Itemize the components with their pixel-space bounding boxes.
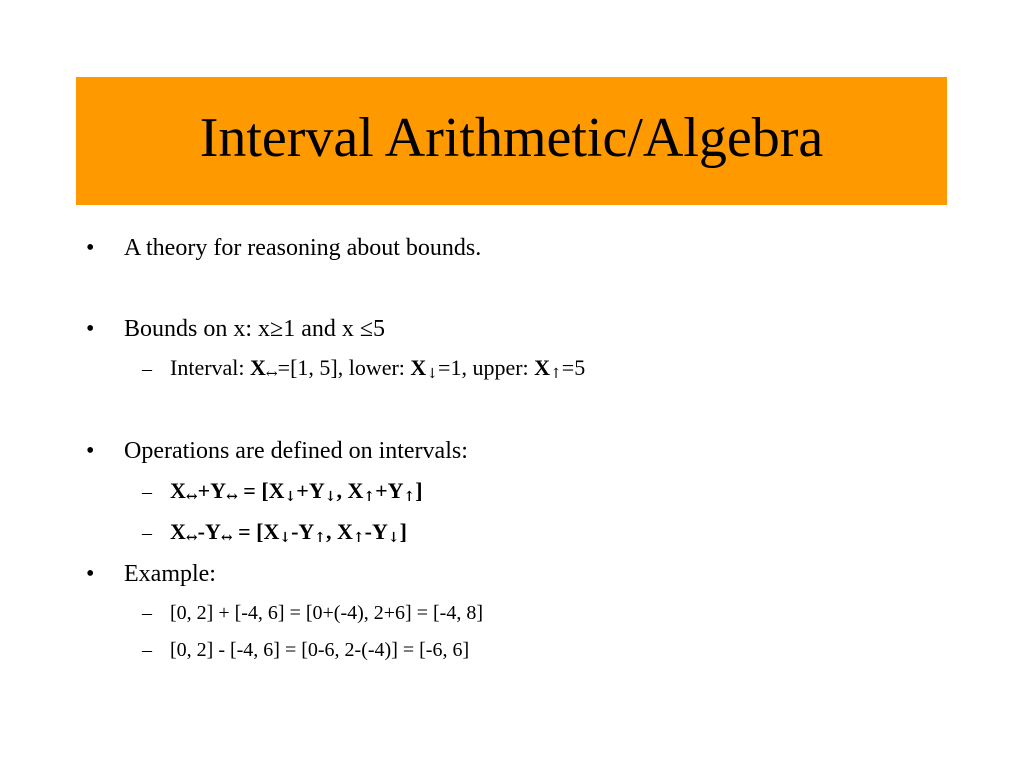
sub-bullet-marker: – (142, 481, 152, 503)
sub-bullet-text: Interval: $X_\leftrightarrow=[1$, 5], lower: $X_↓=1$, upper: $X_↑=5$ (170, 355, 586, 382)
bullet-marker: • (86, 235, 95, 261)
bullet-text: Example: (124, 561, 216, 587)
bullet-text: A theory for reasoning about bounds. (124, 235, 482, 261)
sub-bullet-text: $X_\leftrightarrow-Y_\leftrightarrow = [X_↓-Y_↑$, $X_↑-Y_↓$] (170, 519, 407, 546)
sub-bullet-text: [0, 2] + [-4, 6] = [0+(-4), 2+6] = [-4, 8] (170, 602, 483, 624)
sub-bullet-marker: – (142, 358, 152, 380)
bullet-text: Bounds on x: x≥1 and x ≤5 (124, 316, 386, 342)
sub-bullet-text: $X_\leftrightarrow+Y_\leftrightarrow = [X_↓+Y_↓$, $X_↑+Y_↑$] (170, 478, 423, 505)
title-band (76, 77, 947, 205)
sub-bullet-marker: – (142, 639, 152, 661)
bullet-text: Operations are defined on intervals: (124, 438, 468, 464)
sub-bullet-text: [0, 2] - [-4, 6] = [0-6, 2-(-4)] = [-6, 6] (170, 639, 470, 661)
bullet-marker: • (86, 316, 95, 342)
sub-bullet-marker: – (142, 602, 152, 624)
bullet-marker: • (86, 438, 95, 464)
bullet-marker: • (86, 561, 95, 587)
sub-bullet-marker: – (142, 522, 152, 544)
slide-title: Interval Arithmetic/Algebra (199, 107, 824, 169)
